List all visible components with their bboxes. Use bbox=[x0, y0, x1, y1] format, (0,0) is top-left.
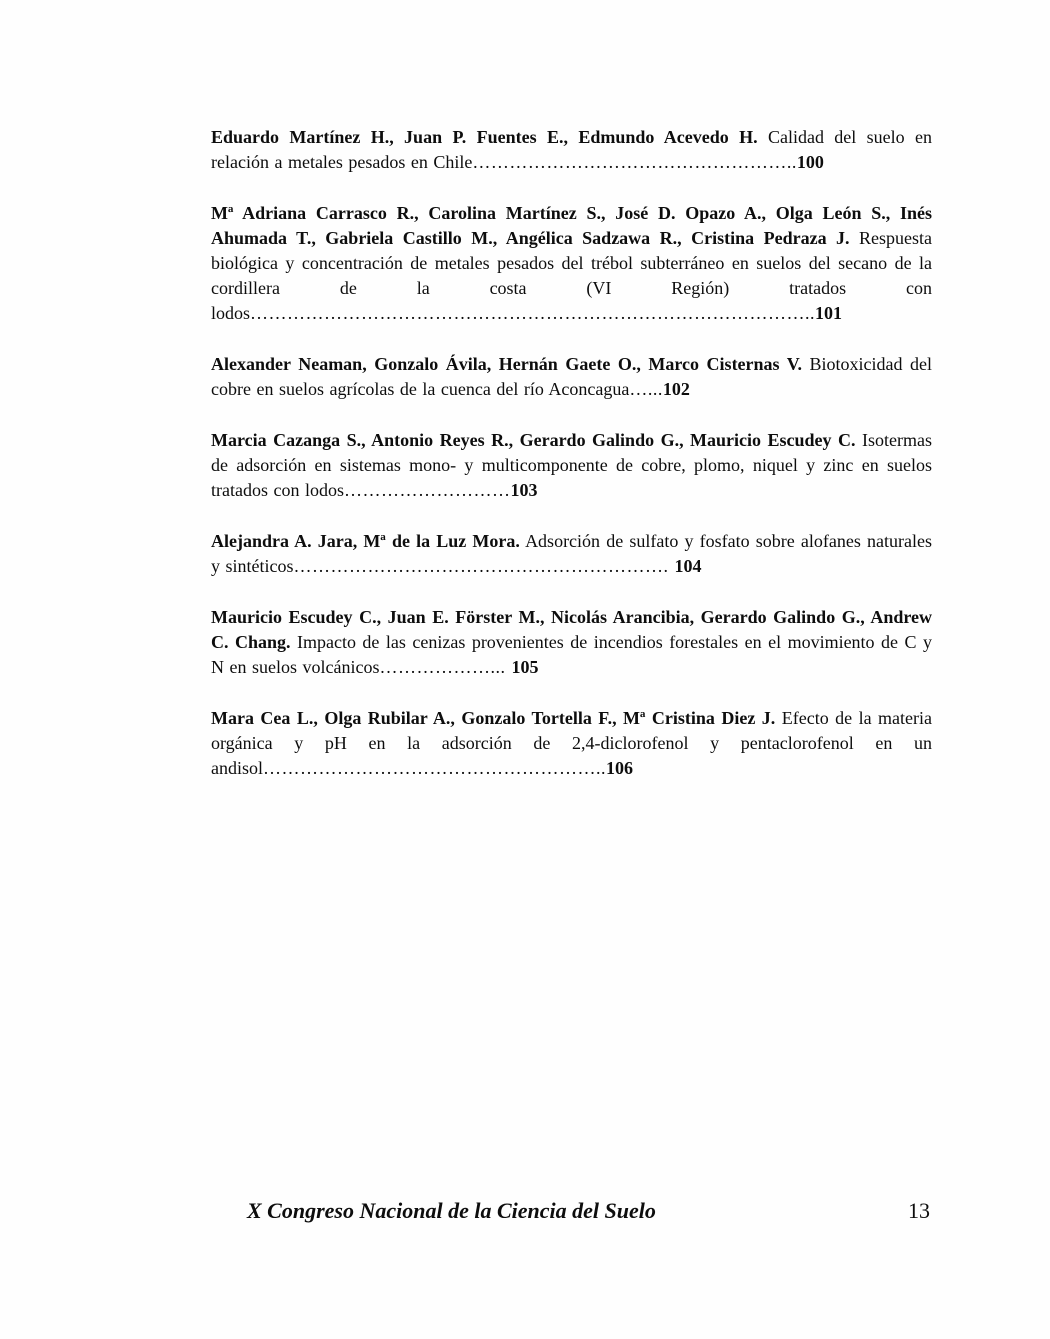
dot-leader: …………………………………………….. bbox=[472, 152, 797, 172]
dot-leader: …... bbox=[629, 379, 663, 399]
entry-page-number: 105 bbox=[511, 657, 539, 677]
entry-authors: Eduardo Martínez H., Juan P. Fuentes E., Edmundo Acevedo H. bbox=[211, 127, 758, 147]
toc-entry-6 bbox=[211, 605, 932, 680]
toc-entry-2 bbox=[211, 201, 932, 326]
entry-authors: Alexander Neaman, Gonzalo Ávila, Hernán Gaete O., Marco Cisternas V. bbox=[211, 354, 802, 374]
entry-page-number: 106 bbox=[606, 758, 633, 778]
entry-page-number: 100 bbox=[796, 152, 824, 172]
dot-leader: ……………………………………………….. bbox=[263, 758, 606, 778]
dot-leader: ……………………… bbox=[343, 480, 511, 500]
entry-page-number: 102 bbox=[662, 379, 690, 399]
entry-authors: Mauricio Escudey C., Juan E. Förster M., Nicolás Arancibia, Gerardo Galindo G., Andrew C. Chang. bbox=[211, 607, 932, 652]
entry-title: Efecto de la materia orgánica y pH en la adsorción de 2,4-diclorofenol y pentaclorofenol en un andisol bbox=[211, 708, 932, 778]
entry-title: Adsorción de sulfato y fosfato sobre alofanes naturales y sintéticos bbox=[211, 531, 932, 576]
entry-authors: Mª Adriana Carrasco R., Carolina Martínez S., José D. Opazo A., Olga León S., Inés Ahumada T., Gabriela Castillo M., Angélica Sadzawa R., Cristina Pedraza J. bbox=[211, 203, 932, 248]
footer-page-number: 13 bbox=[908, 1198, 930, 1223]
dot-leader: ………………... bbox=[379, 657, 512, 677]
dot-leader: ……………………………………………………. bbox=[293, 556, 675, 576]
toc-entry-5 bbox=[211, 529, 932, 579]
entry-title: Impacto de las cenizas provenientes de incendios forestales en el movimiento de C y N en suelos volcánicos bbox=[211, 632, 932, 677]
entry-title: Calidad del suelo en relación a metales pesados en Chile bbox=[211, 127, 933, 172]
toc-entry-1 bbox=[211, 125, 932, 175]
toc-entry-7 bbox=[211, 706, 932, 781]
entry-title: Isotermas de adsorción en sistemas mono- y multicomponente de cobre, plomo, niquel y zinc en suelos tratados con lodos bbox=[211, 430, 933, 500]
entry-title: Respuesta biológica y concentración de metales pesados del trébol subterráneo en suelos del secano de la cordillera de la costa (VI Región) tratados con lodos bbox=[211, 228, 933, 323]
dot-leader: ……………………………………………………………………………….. bbox=[250, 303, 816, 323]
entry-authors: Mara Cea L., Olga Rubilar A., Gonzalo Tortella F., Mª Cristina Diez J. bbox=[211, 708, 776, 728]
entry-authors: Marcia Cazanga S., Antonio Reyes R., Gerardo Galindo G., Mauricio Escudey C. bbox=[211, 430, 856, 450]
page-footer bbox=[211, 1196, 932, 1226]
toc-entry-3 bbox=[211, 352, 932, 402]
entry-page-number: 101 bbox=[815, 303, 843, 323]
toc-entry-4 bbox=[211, 428, 932, 503]
entry-page-number: 103 bbox=[510, 480, 538, 500]
toc-list bbox=[211, 125, 932, 807]
entry-title: Biotoxicidad del cobre en suelos agrícolas de la cuenca del río Aconcagua bbox=[211, 354, 933, 399]
footer-proceedings-title: X Congreso Nacional de la Ciencia del Suelo bbox=[247, 1198, 656, 1223]
entry-authors: Alejandra A. Jara, Mª de la Luz Mora. bbox=[211, 531, 520, 551]
entry-page-number: 104 bbox=[674, 556, 702, 576]
